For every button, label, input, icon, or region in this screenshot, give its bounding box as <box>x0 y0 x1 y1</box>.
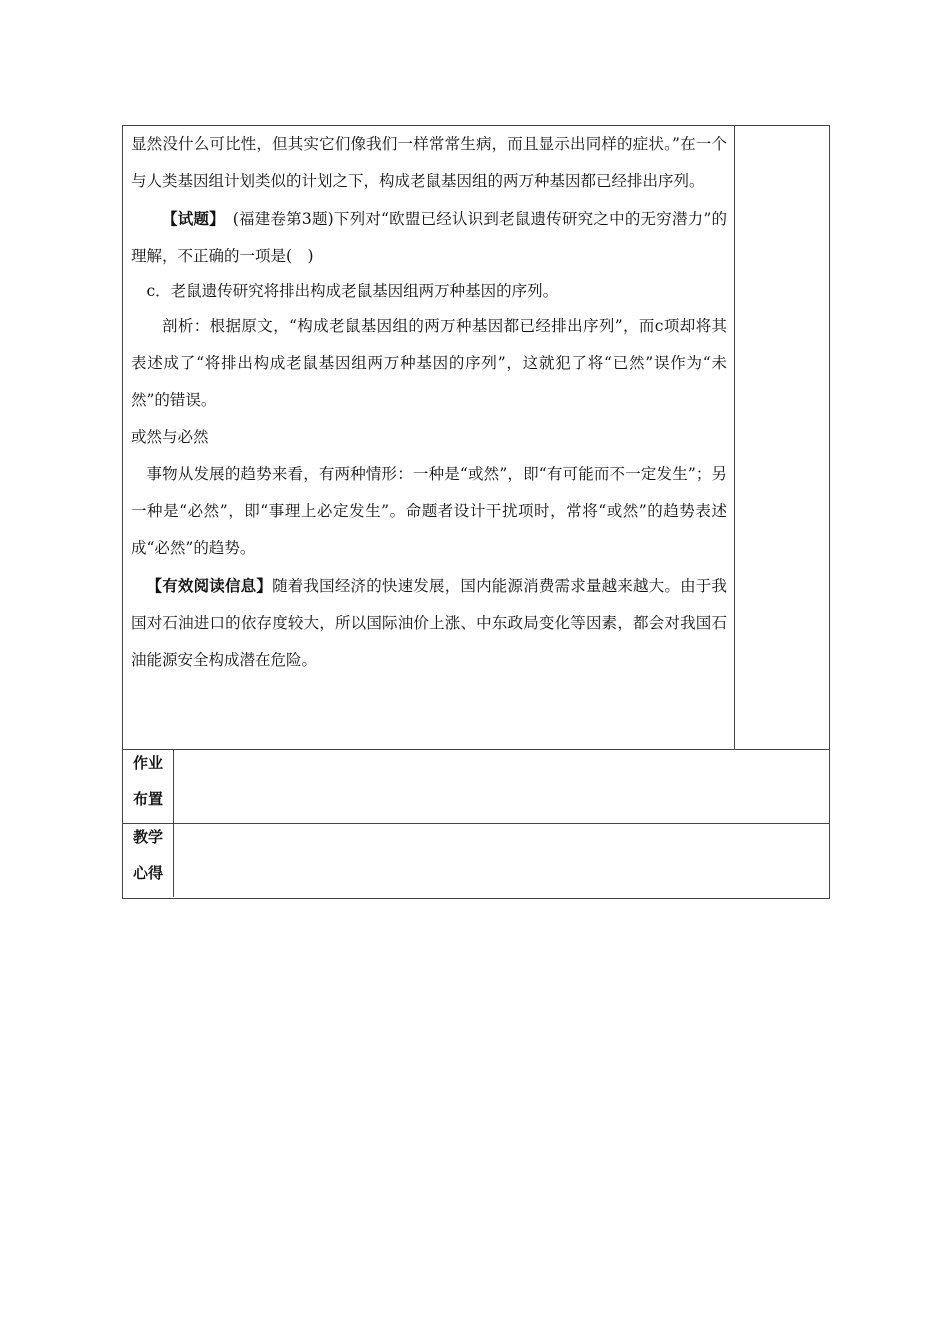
paragraph-option-c: c．老鼠遗传研究将排出构成老鼠基因组两万种基因的序列。 <box>146 282 559 300</box>
label-column-divider <box>173 749 174 897</box>
content-cell <box>131 126 727 679</box>
reading-info-text: 随着我国经济的快速发展，国内能源消费需求量越来越大。由于我国对石油进口的依存度较大，所以国际油价上涨、中东政局变化等因素，都会对我国石油能源安全构成潜在危险。 <box>131 577 727 669</box>
right-column-divider <box>734 125 735 749</box>
homework-label <box>123 745 173 817</box>
paragraph-analysis: 剖析：根据原文，“构成老鼠基因组的两万种基因都已经排出序列”，而c项却将其表述成了“将排出构成老鼠基因组两万种基因的序列”，这就犯了将“已然”误作为“未然”的错误。 <box>131 317 727 409</box>
homework-label-line1: 作业 <box>132 754 163 772</box>
paragraph-1: 显然没什么可比性，但其实它们像我们一样常常生病，而且显示出同样的症状。”在一个与人类基因组计划类似的计划之下，构成老鼠基因组的两万种基因都已经排出序列。 <box>131 135 727 190</box>
section-heading: 或然与必然 <box>131 428 209 446</box>
paragraph-question <box>131 200 727 275</box>
homework-label-line2: 布置 <box>132 790 163 808</box>
reflection-label-line2: 心得 <box>132 864 163 882</box>
row-divider-homework <box>122 823 829 824</box>
reflection-label-line1: 教学 <box>132 828 163 846</box>
paragraph-possibility: 事物从发展的趋势来看，有两种情形：一种是“或然”，即“有可能而不一定发生”；另一种是“必然”，即“事理上必定发生”。命题者设计干扰项时，常将“或然”的趋势表述成“必然”的趋势。 <box>131 465 727 557</box>
row-divider-content <box>122 749 829 750</box>
paragraph-reading-info <box>131 567 727 679</box>
question-tag: 【试题】 <box>162 209 218 228</box>
reading-info-tag: 【有效阅读信息】 <box>146 576 273 595</box>
question-text: (福建卷第3题)下列对“欧盟已经认识到老鼠遗传研究之中的无穷潜力”的理解，不正确的一项是( ) <box>131 210 727 265</box>
reflection-label <box>123 819 173 891</box>
